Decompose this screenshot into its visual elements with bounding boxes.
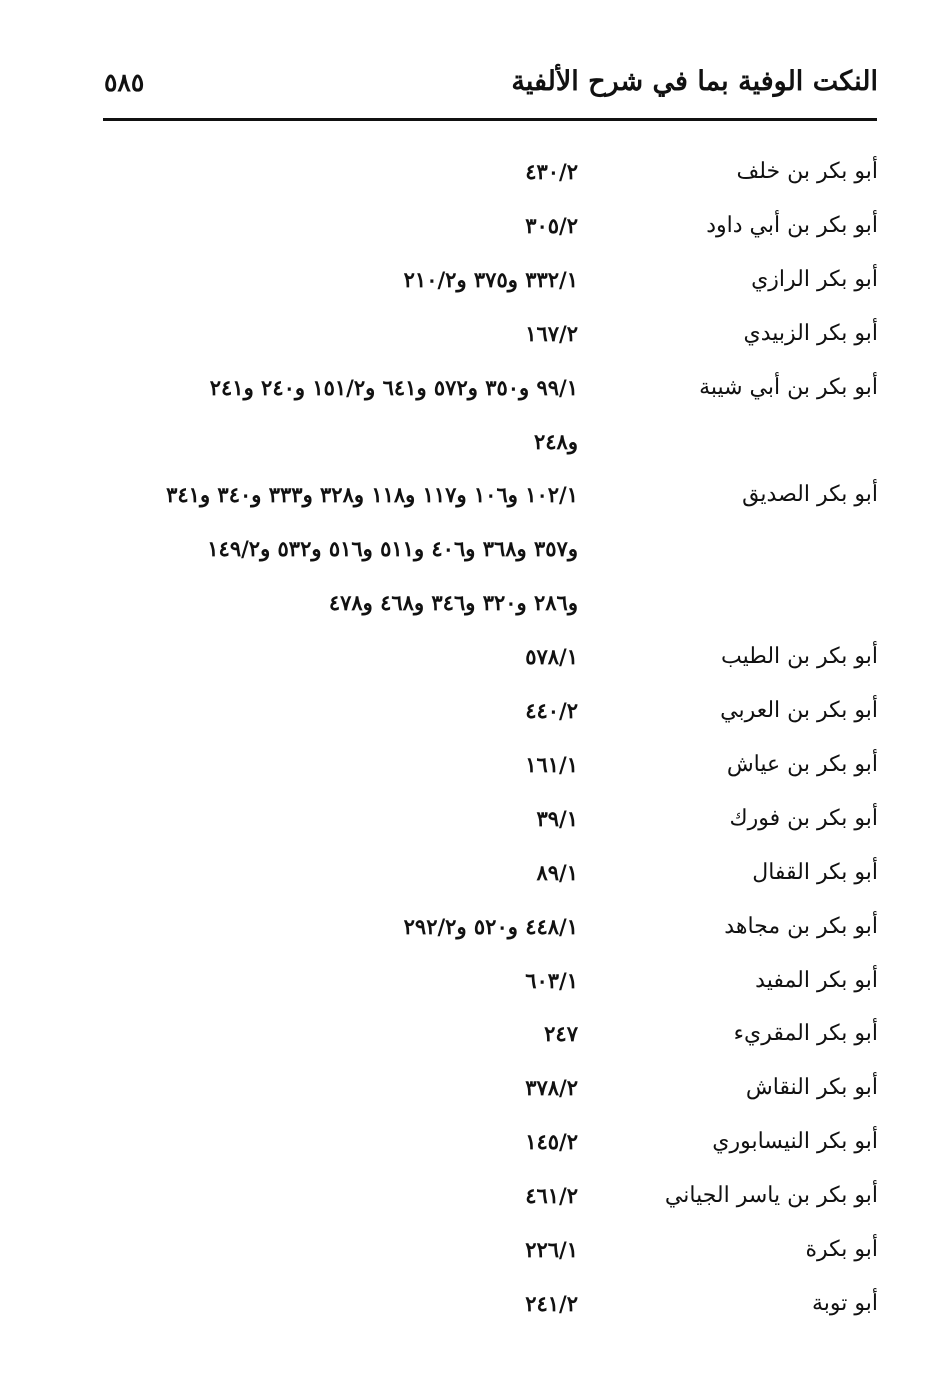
entry-reference-line: ٩٩/١ و٣٥٠ و٥٧٢ و٦٤١ و١٥١/٢ و٢٤٠ و٢٤١ [209,374,578,400]
entry-name: أبو بكر بن عياش [726,751,878,777]
entry-name: أبو بكر بن الطيب [721,644,878,670]
entry-reference-line: ٨٩/١ [536,859,578,885]
entry-reference-line: ١٠٢/١ و١٠٦ و١١٧ و١١٨ و٣٢٨ و٣٣٣ و٣٤٠ و٣٤١ [166,482,578,508]
entry-reference-line: و٣٥٧ و٣٦٨ و٤٠٦ و٥١١ و٥١٦ و٥٣٢ و١٤٩/٢ [207,536,578,562]
entry-reference-line: ٣٧٨/٢ [525,1075,578,1101]
entry-name: أبو بكر النيسابوري [712,1129,878,1155]
entry-name: أبو بكر بن فورك [729,805,878,831]
entry-reference-line: ٢٤١/٢ [525,1290,578,1316]
entry-reference-line: ٣٩/١ [536,805,578,831]
entry-name: أبو بكرة [805,1237,878,1262]
entry-name: أبو بكر النقاش [745,1075,878,1101]
entry-name: أبو بكر القفال [752,859,878,885]
entry-name: أبو بكر بن العربي [720,698,878,723]
entry-reference-line: ٦٠٣/١ [525,967,578,993]
entry-name: أبو بكر الصديق [742,482,878,508]
entry-reference-line: ٢٤٧ [544,1021,578,1047]
entry-name: أبو بكر الرازي [751,266,878,292]
entry-name: أبو بكر بن خلف [736,159,878,184]
entry-reference-line: ٤٣٠/٢ [525,159,578,184]
entry-reference-line: ٢٢٦/١ [525,1237,578,1262]
entry-reference-line: ٣٠٥/٢ [525,212,578,238]
entry-name: أبو توبة [812,1290,878,1316]
entry-reference-line: و٢٨٦ و٣٢٠ و٣٤٦ و٤٦٨ و٤٧٨ [328,590,578,616]
page-number: ٥٨٥ [104,68,145,97]
entry-reference-line: ١٦٧/٢ [525,320,578,346]
entry-name: أبو بكر بن ياسر الجياني [664,1183,878,1209]
entry-name: أبو بكر بن أبي شيبة [699,374,878,400]
entry-name: أبو بكر المقريء [733,1021,878,1047]
entry-name: أبو بكر المفيد [755,967,878,993]
entry-reference-line: ٥٧٨/١ [525,644,578,670]
entry-name: أبو بكر الزبيدي [743,320,878,346]
entry-reference-line: ٤٦١/٢ [525,1183,578,1209]
entry-name: أبو بكر بن مجاهد [724,913,878,939]
entry-reference-line: ٤٤٨/١ و٥٢٠ و٢٩٢/٢ [403,913,578,939]
running-title: النكت الوفية بما في شرح الألفية [511,66,878,97]
entry-reference-line: ١٤٥/٢ [525,1129,578,1155]
entry-reference-line: و٢٤٨ [534,428,578,454]
entry-reference-line: ٣٣٢/١ و٣٧٥ و٢١٠/٢ [403,266,578,292]
entry-name: أبو بكر بن أبي داود [706,212,878,238]
entry-reference-line: ٤٤٠/٢ [525,698,578,723]
entry-reference-line: ١٦١/١ [525,751,578,777]
